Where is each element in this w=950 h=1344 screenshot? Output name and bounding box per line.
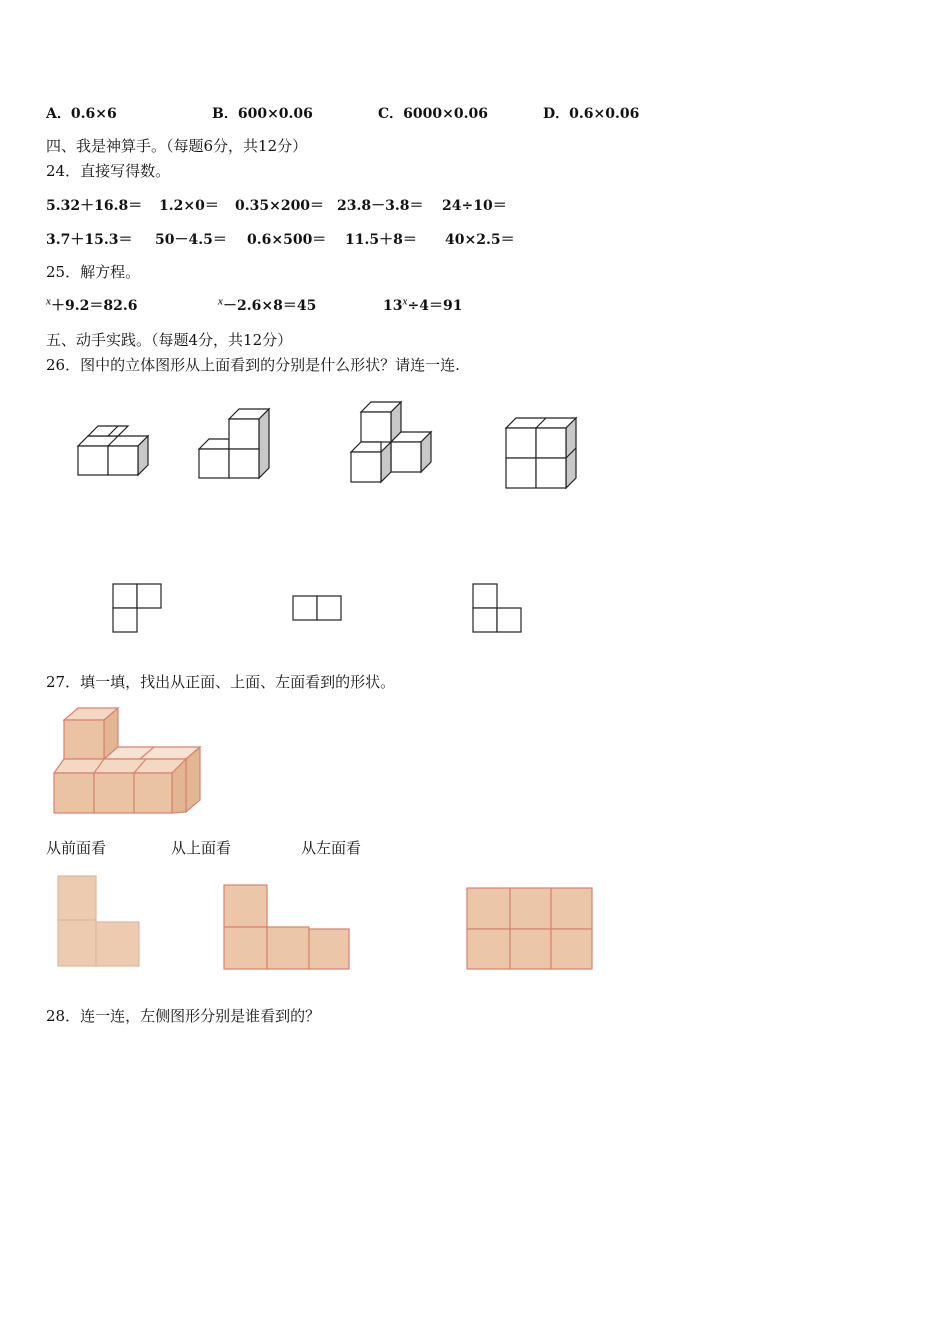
calc-2-5: 40×2.5＝ [445, 232, 515, 248]
equation-3: $13^x\div 4=91$ [383, 296, 463, 314]
calc-1-1: 5.32＋16.8＝ [46, 198, 143, 214]
calc-1-3: 0.35×200＝ [235, 198, 325, 214]
choice-d: D．0.6×0.06 [543, 106, 640, 122]
calc-2-4: 11.5＋8＝ [345, 232, 417, 248]
choice-b: B．600×0.06 [212, 106, 313, 122]
question-27: 27．填一填，找出从正面、上面、左面看到的形状。 [46, 673, 396, 691]
variable-x: x [218, 296, 223, 308]
question-25: 25．解方程。 [46, 263, 141, 281]
choice-a: A．0.6×6 [46, 106, 117, 122]
view-shape-1[interactable] [58, 876, 139, 966]
view-label-front: 从前面看 [46, 839, 107, 857]
equation-2: $^x$－2.6×8＝45 [218, 296, 317, 314]
question-26: 26．图中的立体图形从上面看到的分别是什么形状？请连一连. [46, 356, 460, 374]
equation-1: $^x$＋9.2＝82.6 [46, 296, 138, 314]
variable-x: x [402, 296, 408, 308]
calc-2-3: 0.6×500＝ [247, 232, 327, 248]
section-4-title: 四、我是神算手。（每题6分，共12分） [46, 137, 308, 155]
calc-2-1: 3.7＋15.3＝ [46, 232, 133, 248]
view-label-top: 从上面看 [171, 839, 232, 857]
view-label-left: 从左面看 [301, 839, 362, 857]
view-shape-3[interactable] [467, 888, 592, 969]
variable-x: x [46, 296, 51, 308]
view-shape-2[interactable] [224, 885, 349, 969]
question-24: 24．直接写得数。 [46, 162, 171, 180]
question-28: 28．连一连，左侧图形分别是谁看到的？ [46, 1007, 321, 1025]
calc-1-4: 23.8－3.8＝ [337, 198, 424, 214]
choice-c: C．6000×0.06 [378, 106, 488, 122]
calc-2-2: 50－4.5＝ [155, 232, 227, 248]
calc-1-5: 24÷10＝ [442, 198, 507, 214]
calc-1-2: 1.2×0＝ [159, 198, 219, 214]
section-5-title: 五、动手实践。（每题4分，共12分） [46, 331, 293, 349]
